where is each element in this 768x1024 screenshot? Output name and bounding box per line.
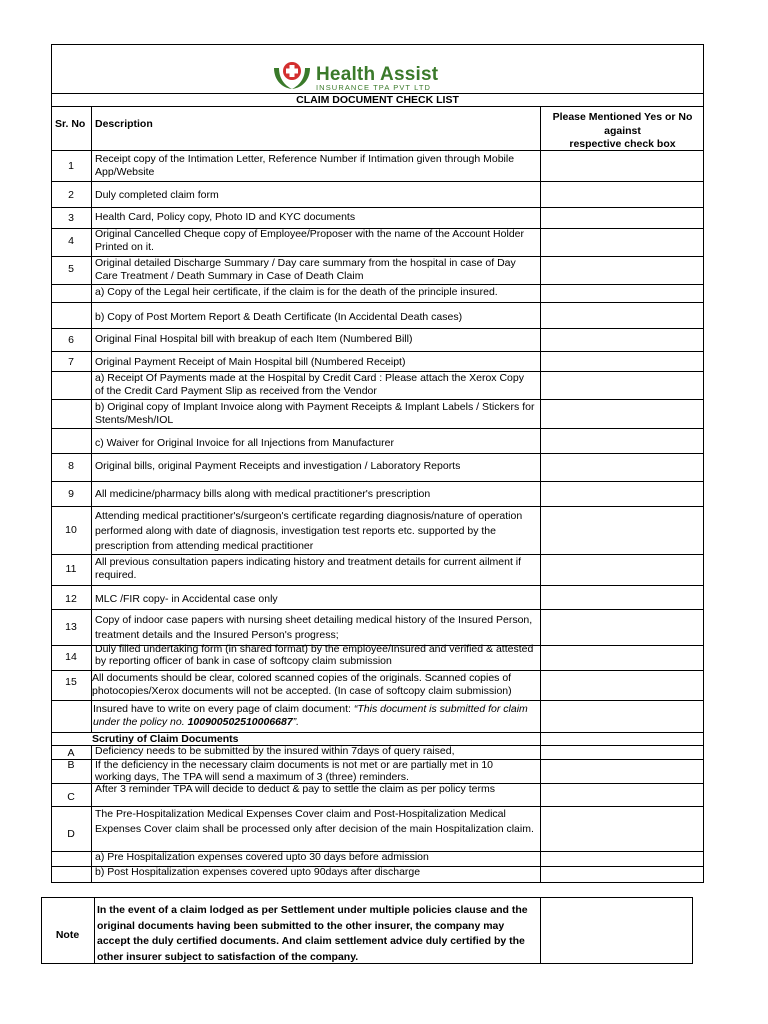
check-cell[interactable] [541, 303, 703, 327]
column-header-check-2: against [604, 125, 641, 137]
row-description: Copy of indoor case papers with nursing sheet detailing medical history of the Insured Person, treatment details and the Insured Person's progress; [95, 614, 533, 641]
check-cell[interactable] [541, 482, 703, 505]
check-cell[interactable] [541, 610, 703, 644]
check-cell[interactable] [541, 555, 703, 584]
row-number: 10 [65, 524, 77, 536]
row-description: Attending medical practitioner's/surgeon's certificate regarding diagnosis/nature of operation performed along with date of diagnosis, investigation test reports etc. supported by the prescription from attending medical practitioner [95, 510, 523, 552]
row-description: Original bills, original Payment Receipts and investigation / Laboratory Reports [95, 460, 461, 472]
row-number: 2 [68, 189, 74, 201]
check-cell[interactable] [541, 454, 703, 480]
row-number: 11 [65, 563, 77, 575]
scrutiny-label: B [67, 759, 75, 771]
instruction-quote-end: ”. [292, 716, 300, 728]
row-description: c) Waiver for Original Invoice for all Injections from Manufacturer [95, 437, 394, 449]
row-description: All previous consultation papers indicating history and treatment details for current ailment if required. [95, 556, 522, 581]
row-description: a) Copy of the Legal heir certificate, if the claim is for the death of the principle insured. [95, 286, 498, 298]
row-number: 12 [65, 593, 77, 605]
row-number: 6 [68, 334, 74, 346]
row-description: Duly completed claim form [95, 189, 219, 201]
column-header-check-1: Please Mentioned Yes or No [552, 111, 693, 123]
check-cell[interactable] [541, 646, 703, 669]
scrutiny-text: After 3 reminder TPA will decide to deduct & pay to settle the claim as per policy terms [95, 783, 495, 795]
row-number: 5 [68, 263, 74, 275]
brand-name: Health Assist [316, 64, 439, 85]
row-number: 9 [68, 488, 74, 500]
logo [270, 58, 314, 92]
scrutiny-text: The Pre-Hospitalization Medical Expenses Cover claim and Post-Hospitalization Medical Expenses Cover claim shall be processed only after decision of the main Hospitalization claim. [95, 808, 534, 835]
note-label: Note [55, 929, 80, 941]
instruction-quote: “This document is submitted for claim under the policy no. [93, 703, 528, 728]
row-number: 1 [68, 160, 74, 172]
check-cell[interactable] [541, 352, 703, 370]
scrutiny-label: C [67, 791, 75, 803]
column-header-check-3: respective check box [569, 138, 676, 150]
column-header-sr: Sr. No [55, 118, 86, 130]
scrutiny-text: b) Post Hospitalization expenses covered upto 90days after discharge [95, 866, 421, 878]
row-number: 3 [68, 212, 74, 224]
brand-subtitle: INSURANCE TPA PVT LTD [316, 83, 432, 92]
row-description: b) Copy of Post Mortem Report & Death Certificate (In Accidental Death cases) [95, 311, 463, 323]
row-number: 14 [65, 651, 77, 663]
note-text: In the event of a claim lodged as per Settlement under multiple policies clause and the original documents having been submitted to the other insurer, the company may accept the duly certified documents. And claim settlement advice duly certified by the other insurer subject to satisfaction of the company. [97, 904, 528, 963]
row-description: Original detailed Discharge Summary / Day care summary from the hospital in case of Day Care Treatment / Death Summary in Case of Death Claim [95, 257, 516, 282]
policy-number: 100900502510006687 [187, 716, 293, 728]
scrutiny-text: a) Pre Hospitalization expenses covered upto 30 days before admission [95, 851, 429, 863]
row-number: 4 [68, 235, 74, 247]
row-number: 13 [65, 621, 77, 633]
row-description: Health Card, Policy copy, Photo ID and KYC documents [95, 211, 356, 223]
row-description: Receipt copy of the Intimation Letter, Reference Number if Intimation given through Mobile App/Website [95, 153, 515, 178]
check-cell[interactable] [541, 429, 703, 452]
check-cell[interactable] [541, 229, 703, 255]
scrutiny-label: D [67, 828, 75, 840]
check-cell[interactable] [541, 151, 703, 180]
row-number: 8 [68, 460, 74, 472]
column-header-description: Description [95, 118, 153, 130]
sheet-title: CLAIM DOCUMENT CHECK LIST [296, 94, 459, 106]
row-description: Original Final Hospital bill with breakup of each Item (Numbered Bill) [95, 333, 413, 345]
check-cell[interactable] [541, 586, 703, 608]
row-description: a) Receipt Of Payments made at the Hospital by Credit Card : Please attach the Xerox Copy of the Credit Card Payment Slip as received from the Vendor [95, 372, 524, 397]
row-number: 15 [65, 676, 77, 688]
check-cell[interactable] [541, 182, 703, 206]
scrutiny-label: A [67, 747, 75, 759]
check-cell[interactable] [541, 671, 703, 699]
health-assist-logo-icon [270, 58, 314, 92]
check-cell[interactable] [541, 372, 703, 398]
row-description: All medicine/pharmacy bills along with medical practitioner's prescription [95, 488, 431, 500]
row-description: All documents should be clear, colored scanned copies of the originals. Scanned copies of photocopies/Xerox documents will not be accepted. (In case of softcopy claim submission) [92, 672, 512, 697]
check-cell[interactable] [541, 507, 703, 553]
check-cell[interactable] [541, 208, 703, 227]
row-number: 7 [68, 356, 74, 368]
check-cell[interactable] [541, 285, 703, 301]
row-description: MLC /FIR copy- in Accidental case only [95, 593, 278, 605]
check-cell[interactable] [541, 257, 703, 283]
scrutiny-text: If the deficiency in the necessary claim documents is not met or are partially met in 10 working days, The TPA will send a maximum of 3 (three) reminders. [95, 759, 494, 783]
instruction-prefix: Insured have to write on every page of claim document: [93, 703, 354, 715]
note-check-cell[interactable] [541, 898, 692, 963]
scrutiny-text: Deficiency needs to be submitted by the insured within 7days of query raised, [95, 745, 455, 757]
row-description: Duly filled undertaking form (in shared format) by the employee/Insured and verified & attested by reporting officer of bank in case of softcopy claim submission [95, 643, 534, 667]
row-description: Original Payment Receipt of Main Hospital bill (Numbered Receipt) [95, 356, 406, 368]
scrutiny-heading: Scrutiny of Claim Documents [92, 733, 239, 745]
check-cell[interactable] [541, 329, 703, 350]
row-description: b) Original copy of Implant Invoice along with Payment Receipts & Implant Labels / Stickers for Stents/Mesh/IOL [95, 401, 535, 426]
check-cell[interactable] [541, 400, 703, 427]
row-description: Original Cancelled Cheque copy of Employee/Proposer with the name of the Account Holder Printed on it. [95, 228, 524, 253]
policy-instruction [93, 703, 538, 729]
